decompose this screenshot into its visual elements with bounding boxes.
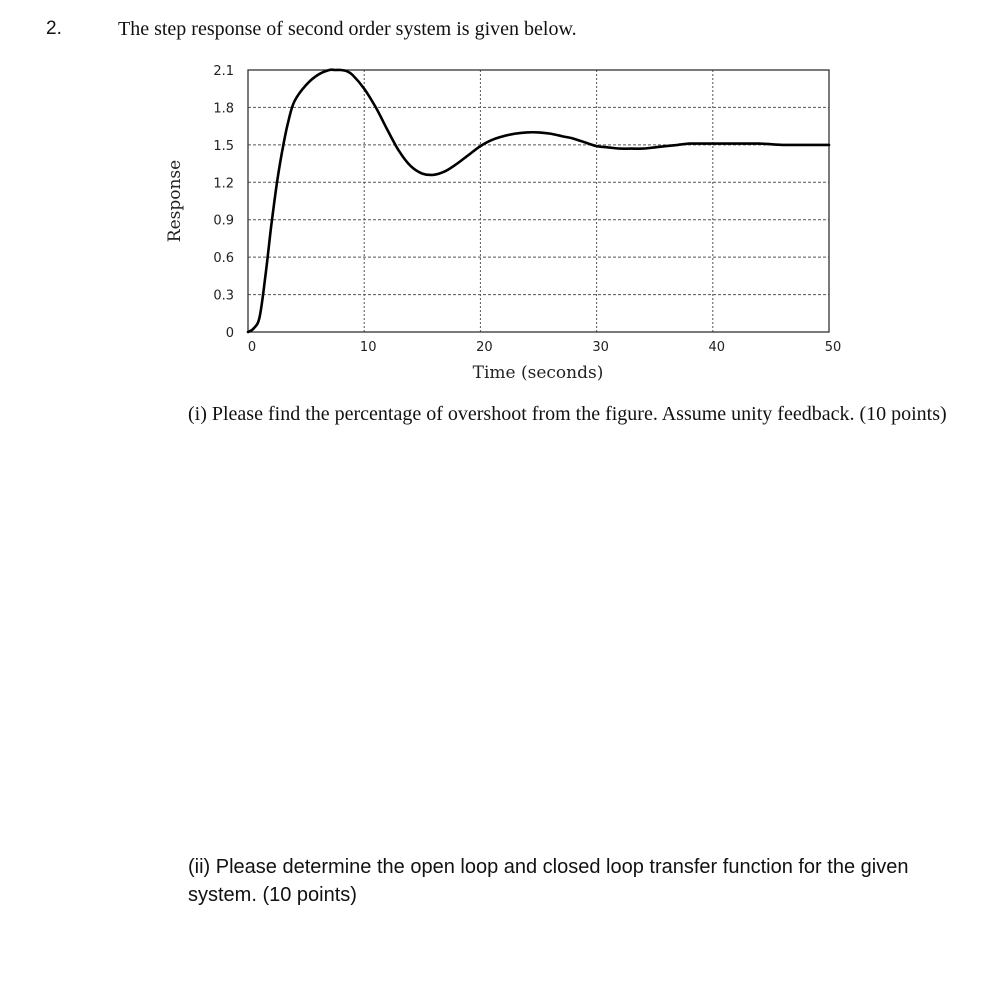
y-tick-label: 2.1 [213,64,234,79]
x-axis-title: Time (seconds) [472,363,604,383]
plot-frame [248,70,829,332]
y-tick-label: 1.2 [213,176,234,192]
x-tick-label: 50 [824,340,842,355]
x-tick-label: 0 [247,340,257,355]
grid-lines [248,70,829,332]
series-step-response [248,70,829,332]
question-number: 2. [46,18,62,39]
x-tick-label: 10 [359,340,377,355]
y-tick-label: 0.3 [213,288,234,304]
y-tick-label: 1.8 [213,101,234,117]
y-tick-labels [213,64,234,341]
x-tick-label: 40 [708,340,726,355]
y-tick-label: 1.5 [213,138,234,154]
y-axis-title: Response [165,159,185,243]
x-tick-label: 30 [592,340,609,355]
x-tick-labels [248,340,841,355]
part-ii-prompt: (ii) Please determine the open loop and closed loop transfer function for the given system. (10 points) [188,856,909,906]
part-i-prompt: (i) Please find the percentage of overshoot from the figure. Assume unity feedback. (10 points) [188,403,947,425]
y-tick-label: 0 [225,326,234,341]
x-tick-label: 20 [476,340,493,355]
y-tick-label: 0.6 [213,251,234,267]
y-tick-label: 0.9 [213,213,234,229]
question-stem: The step response of second order system is given below. [118,18,577,40]
step-response-chart [150,55,850,390]
